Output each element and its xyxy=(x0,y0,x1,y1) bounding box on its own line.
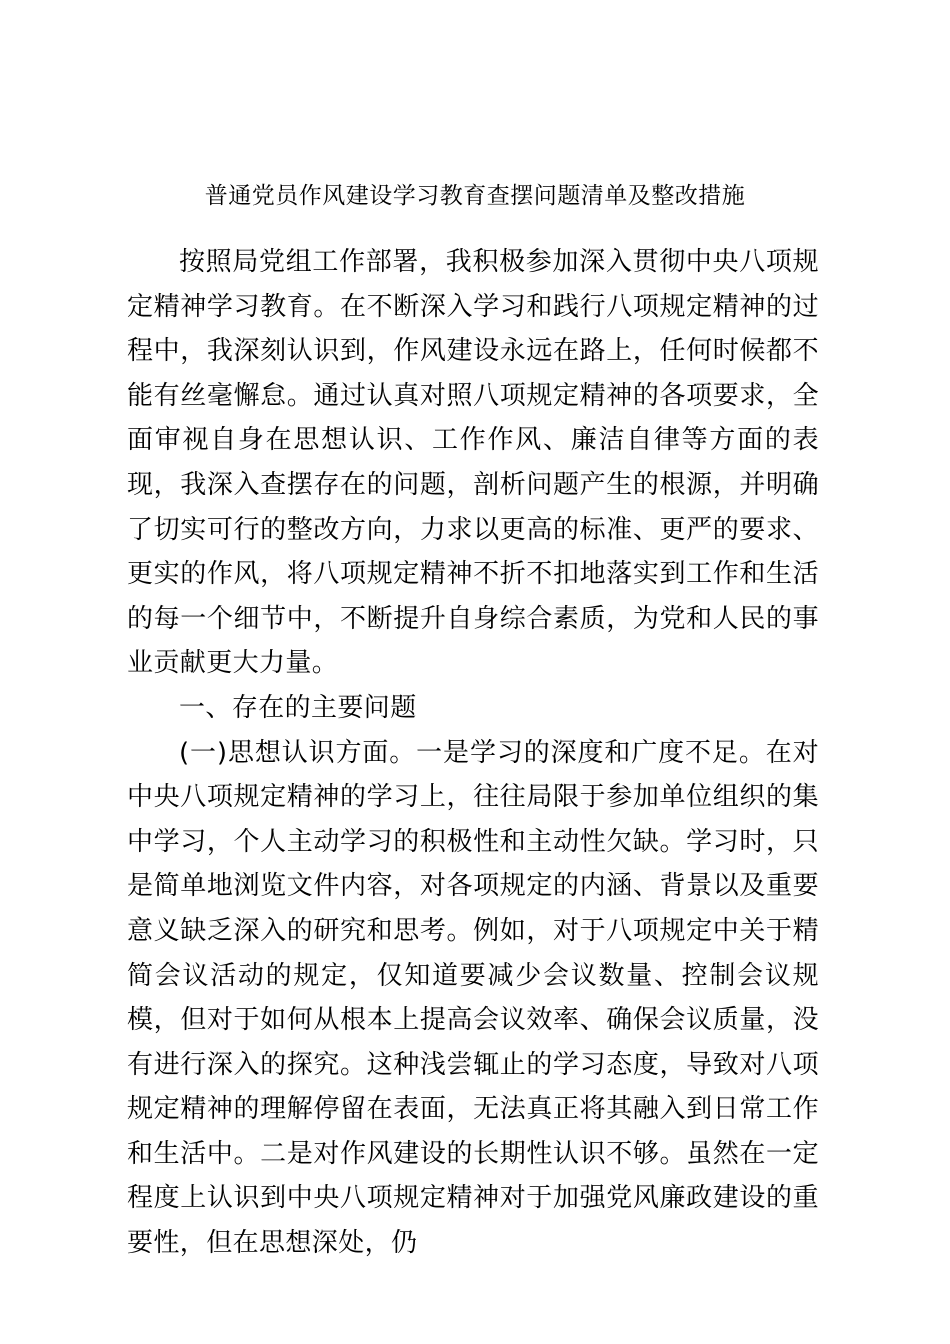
section-paragraph: (一)思想认识方面。一是学习的深度和广度不足。在对中央八项规定精神的学习上，往往局限于参加单位组织的集中学习，个人主动学习的积极性和主动性欠缺。学习时，只是简单地浏览文件内容，对各项规定的内涵、背景以及重要意义缺乏深入的研究和思考。例如，对于八项规定中关于精简会议活动的规定，仅知道要减少会议数量、控制会议规模，但对于如何从根本上提高会议效率、确保会议质量，没有进行深入的探究。这种浅尝辄止的学习态度，导致对八项规定精神的理解停留在表面，无法真正将其融入到日常工作和生活中。二是对作风建设的长期性认识不够。虽然在一定程度上认识到中央八项规定精神对于加强党风廉政建设的重要性，但在思想深处，仍 xyxy=(127,737,819,1259)
intro-paragraph: 按照局党组工作部署，我积极参加深入贯彻中央八项规定精神学习教育。在不断深入学习和践行八项规定精神的过程中，我深刻认识到，作风建设永远在路上，任何时候都不能有丝毫懈怠。通过认真对照八项规定精神的各项要求，全面审视自身在思想认识、工作作风、廉洁自律等方面的表现，我深入查摆存在的问题，剖析问题产生的根源，并明确了切实可行的整改方向，力求以更高的标准、更严的要求、更实的作风，将八项规定精神不折不扣地落实到工作和生活的每一个细节中，不断提升自身综合素质，为党和人民的事业贡献更大力量。 xyxy=(127,247,819,679)
document-title: 普通党员作风建设学习教育查摆问题清单及整改措施 xyxy=(204,183,746,209)
section-heading: 一、存在的主要问题 xyxy=(179,692,417,723)
document-body xyxy=(127,240,819,1266)
